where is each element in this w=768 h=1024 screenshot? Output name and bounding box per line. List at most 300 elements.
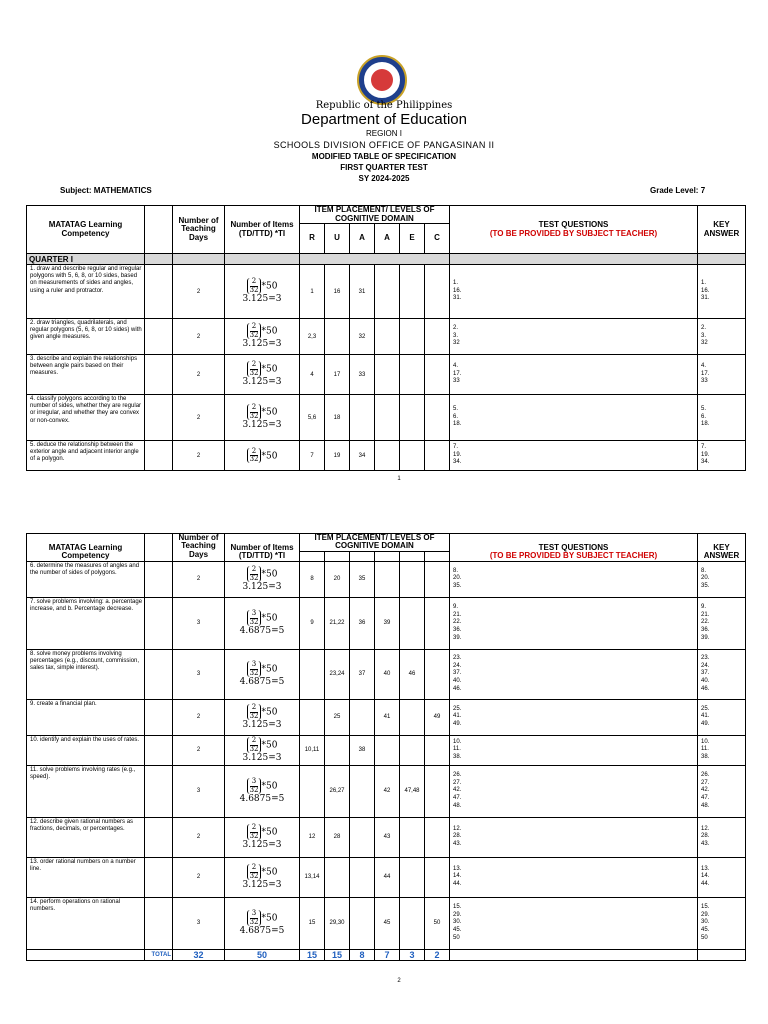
level-r-cell: 12 xyxy=(300,817,325,857)
test-item: 21. xyxy=(453,611,462,618)
key-item: 46. xyxy=(701,685,710,692)
test-questions-cell xyxy=(450,355,698,395)
spacer-cell xyxy=(145,765,173,817)
test-item: 39. xyxy=(453,634,462,641)
level-a2-cell: 42 xyxy=(375,765,400,817)
level-r-cell: 8 xyxy=(300,561,325,597)
formula-result: 3.125=3 xyxy=(242,752,282,763)
level-a1-cell xyxy=(350,395,375,441)
competency-cell: 11. solve problems involving rates (e.g., speed). xyxy=(27,765,145,817)
test-item: 41. xyxy=(453,713,462,720)
test-questions-cell xyxy=(450,395,698,441)
spacer-cell xyxy=(145,441,173,471)
level-a2-cell xyxy=(375,561,400,597)
key-item: 21. xyxy=(701,611,710,618)
test-item: 7. xyxy=(453,443,459,450)
key-item: 41. xyxy=(701,713,710,720)
formula-cell: $\frac{2}{32}$ *50 3.125=3 xyxy=(225,817,300,857)
fraction: $\frac{2}{32}$ xyxy=(247,824,262,840)
key-item: 10. xyxy=(701,738,710,745)
key-item: 39. xyxy=(701,634,710,641)
test-name: FIRST QUARTER TEST xyxy=(340,163,428,172)
header-num-items: Number of Items (TD/TTD) *TI xyxy=(225,534,300,562)
teaching-days-cell: 2 xyxy=(173,735,225,765)
region-line: REGION I xyxy=(365,129,402,138)
level-c-cell xyxy=(425,857,450,897)
level-a2-cell xyxy=(375,265,400,319)
test-questions-cell xyxy=(450,735,698,765)
level-r-cell: 10,11 xyxy=(300,735,325,765)
formula-cell: $\frac{3}{32}$ *50 4.6875=5 xyxy=(225,649,300,699)
key-answer-cell xyxy=(698,265,746,319)
test-item: 9. xyxy=(453,603,459,610)
key-item: 50 xyxy=(701,934,708,941)
spacer-cell xyxy=(145,265,173,319)
test-item: 26. xyxy=(453,771,462,778)
key-item: 25. xyxy=(701,705,710,712)
test-item: 8. xyxy=(453,567,459,574)
level-u-cell: 19 xyxy=(325,441,350,471)
table-row xyxy=(27,561,746,597)
key-item: 17. xyxy=(701,370,710,377)
header-level-u: U xyxy=(325,224,350,254)
test-item: 31. xyxy=(453,295,462,302)
header-key-answer: KEY ANSWER xyxy=(698,206,746,254)
header-level-a2: A xyxy=(375,224,400,254)
total-r: 15 xyxy=(300,949,325,960)
key-answer-cell xyxy=(698,395,746,441)
fraction: $\frac{2}{32}$ xyxy=(247,361,262,377)
department-title: Department of Education xyxy=(301,111,467,128)
header-competency: MATATAG Learning Competency xyxy=(27,206,145,254)
competency-cell: 14. perform operations on rational numbers. xyxy=(27,897,145,949)
key-item: 2. xyxy=(701,324,707,331)
formula-cell: $\frac{2}{32}$ *50 3.125=3 xyxy=(225,355,300,395)
level-u-cell: 25 xyxy=(325,699,350,735)
level-u-cell: 17 xyxy=(325,355,350,395)
competency-cell: 12. describe given rational numbers as fractions, decimals, or percentages. xyxy=(27,817,145,857)
level-r-cell: 1 xyxy=(300,265,325,319)
level-a2-cell: 44 xyxy=(375,857,400,897)
level-a2-cell xyxy=(375,441,400,471)
level-a1-cell: 35 xyxy=(350,561,375,597)
level-c-cell xyxy=(425,319,450,355)
level-e-cell xyxy=(400,355,425,395)
teaching-days-cell: 3 xyxy=(173,597,225,649)
level-u-cell: 29,30 xyxy=(325,897,350,949)
formula-cell: $\frac{2}{32}$ *50 3.125=3 xyxy=(225,561,300,597)
table-row xyxy=(27,817,746,857)
test-item: 46. xyxy=(453,685,462,692)
formula-result: 4.6875=5 xyxy=(239,625,285,636)
test-item: 35. xyxy=(453,583,462,590)
level-a1-cell: 33 xyxy=(350,355,375,395)
test-questions-cell xyxy=(450,857,698,897)
level-a1-cell xyxy=(350,765,375,817)
spacer-cell xyxy=(145,857,173,897)
formula-result: 4.6875=5 xyxy=(239,925,285,936)
table-row xyxy=(27,265,746,319)
level-e-cell xyxy=(400,817,425,857)
key-item: 12. xyxy=(701,825,710,832)
key-item: 30. xyxy=(701,919,710,926)
key-answer-cell xyxy=(698,561,746,597)
level-u-cell xyxy=(325,735,350,765)
table-row xyxy=(27,735,746,765)
level-a1-cell xyxy=(350,857,375,897)
test-item: 48. xyxy=(453,802,462,809)
teaching-days-cell: 3 xyxy=(173,649,225,699)
total-e: 3 xyxy=(400,949,425,960)
level-a2-cell xyxy=(375,735,400,765)
key-item: 37. xyxy=(701,670,710,677)
table-row xyxy=(27,355,746,395)
key-item: 29. xyxy=(701,911,710,918)
test-item: 30. xyxy=(453,919,462,926)
level-c-cell: 49 xyxy=(425,699,450,735)
level-c-cell xyxy=(425,395,450,441)
total-c: 2 xyxy=(425,949,450,960)
level-a2-cell xyxy=(375,395,400,441)
total-days: 32 xyxy=(173,949,225,960)
fraction: $\frac{2}{32}$ xyxy=(247,404,262,420)
key-item: 20. xyxy=(701,575,710,582)
header-teaching-days: Number of Teaching Days xyxy=(173,206,225,254)
level-r-cell: 4 xyxy=(300,355,325,395)
key-item: 33 xyxy=(701,378,708,385)
teaching-days-cell: 2 xyxy=(173,699,225,735)
key-answer-cell xyxy=(698,897,746,949)
test-item: 50 xyxy=(453,934,460,941)
test-questions-cell xyxy=(450,441,698,471)
fraction: $\frac{3}{32}$ xyxy=(247,910,262,926)
formula-result: 4.6875=5 xyxy=(239,676,285,687)
level-c-cell xyxy=(425,735,450,765)
level-r-cell: 7 xyxy=(300,441,325,471)
key-item: 8. xyxy=(701,567,707,574)
level-e-cell xyxy=(400,857,425,897)
competency-cell: 2. draw triangles, quadrilaterals, and regular polygons (5, 6, 8, or 10 sides) with given angle measures. xyxy=(27,319,145,355)
test-item: 19. xyxy=(453,451,462,458)
test-questions-label: TEST QUESTIONS xyxy=(538,220,609,230)
total-u: 15 xyxy=(325,949,350,960)
fraction: $\frac{2}{32}$ xyxy=(247,864,262,880)
table-row xyxy=(27,857,746,897)
test-questions-cell xyxy=(450,265,698,319)
key-item: 1. xyxy=(701,279,707,286)
spacer-cell xyxy=(145,395,173,441)
key-item: 7. xyxy=(701,443,707,450)
test-item: 15. xyxy=(453,903,462,910)
test-item: 32 xyxy=(453,340,460,347)
level-u-cell xyxy=(325,319,350,355)
total-key-empty xyxy=(698,949,746,960)
level-e-cell xyxy=(400,699,425,735)
test-item: 13. xyxy=(453,865,462,872)
test-item: 34. xyxy=(453,459,462,466)
teaching-days-cell: 2 xyxy=(173,857,225,897)
teaching-days-cell: 2 xyxy=(173,817,225,857)
teaching-days-cell: 2 xyxy=(173,319,225,355)
test-questions-label: TEST QUESTIONS xyxy=(538,543,609,552)
level-a1-cell: 38 xyxy=(350,735,375,765)
competency-cell: 1. draw and describe regular and irregular polygons with 5, 6, 8, or 10 sides, based on measurements of sides and angles, using a ruler and protractor. xyxy=(27,265,145,319)
key-item: 19. xyxy=(701,451,710,458)
republic-line: Republic of the Philippines xyxy=(315,100,453,111)
header-item-placement: ITEM PLACEMENT/ LEVELS OF COGNITIVE DOMAIN xyxy=(300,534,450,552)
level-a2-cell: 41 xyxy=(375,699,400,735)
key-item: 42. xyxy=(701,787,710,794)
formula-result: 3.125=3 xyxy=(242,839,282,850)
total-a2: 7 xyxy=(375,949,400,960)
level-r-cell: 9 xyxy=(300,597,325,649)
test-item: 47. xyxy=(453,795,462,802)
spacer-cell xyxy=(145,319,173,355)
test-questions-cell xyxy=(450,561,698,597)
page-number: 2 xyxy=(397,978,401,984)
specification-table-page2 xyxy=(26,533,746,961)
test-item: 11. xyxy=(453,746,461,753)
level-a2-cell: 45 xyxy=(375,897,400,949)
key-item: 47. xyxy=(701,795,710,802)
level-c-cell xyxy=(425,597,450,649)
fraction: $\frac{2}{32}$ xyxy=(247,448,262,464)
specification-table-page1 xyxy=(26,205,746,471)
key-item: 48. xyxy=(701,802,710,809)
test-item: 6. xyxy=(453,413,459,420)
teaching-days-cell: 2 xyxy=(173,441,225,471)
total-label: TOTAL xyxy=(145,949,173,960)
spacer-cell xyxy=(145,561,173,597)
test-questions-cell xyxy=(450,897,698,949)
test-item: 44. xyxy=(453,881,462,888)
key-answer-cell xyxy=(698,319,746,355)
competency-cell: 13. order rational numbers on a number line. xyxy=(27,857,145,897)
key-item: 31. xyxy=(701,295,710,302)
spacer-cell xyxy=(145,817,173,857)
test-item: 2. xyxy=(453,324,459,331)
level-a2-cell: 43 xyxy=(375,817,400,857)
formula-cell: $\frac{3}{32}$ *50 4.6875=5 xyxy=(225,765,300,817)
fraction: $\frac{2}{32}$ xyxy=(247,737,262,753)
key-item: 32 xyxy=(701,340,708,347)
test-item: 22. xyxy=(453,619,462,626)
level-u-cell: 16 xyxy=(325,265,350,319)
total-test-empty xyxy=(450,949,698,960)
level-a2-cell xyxy=(375,355,400,395)
total-items: 50 xyxy=(225,949,300,960)
formula-cell: $\frac{2}{32}$ *50 3.125=3 xyxy=(225,319,300,355)
division-line: SCHOOLS DIVISION OFFICE OF PANGASINAN II xyxy=(273,140,495,150)
competency-cell: 4. classify polygons according to the number of sides, whether they are regular or irregular, and whether they are convex or non-convex. xyxy=(27,395,145,441)
test-item: 14. xyxy=(453,873,462,880)
level-r-cell xyxy=(300,699,325,735)
test-item: 45. xyxy=(453,927,462,934)
key-item: 3. xyxy=(701,332,707,339)
key-item: 45. xyxy=(701,927,710,934)
formula-result: 3.125=3 xyxy=(242,879,282,890)
formula-result: 3.125=3 xyxy=(242,581,282,592)
test-item: 5. xyxy=(453,405,459,412)
level-u-cell: 18 xyxy=(325,395,350,441)
competency-cell: 6. determine the measures of angles and the number of sides of polygons. xyxy=(27,561,145,597)
key-answer-cell xyxy=(698,735,746,765)
key-item: 18. xyxy=(701,421,710,428)
test-item: 1. xyxy=(453,279,459,286)
table-row xyxy=(27,699,746,735)
level-r-cell: 15 xyxy=(300,897,325,949)
level-c-cell xyxy=(425,441,450,471)
document-title: MODIFIED TABLE OF SPECIFICATION xyxy=(311,152,457,161)
teaching-days-cell: 3 xyxy=(173,765,225,817)
formula-cell: $\frac{3}{32}$ *50 4.6875=5 xyxy=(225,597,300,649)
school-year: SY 2024-2025 xyxy=(358,174,410,183)
header-key-answer: KEY ANSWER xyxy=(698,534,746,562)
header-level-e: E xyxy=(400,224,425,254)
test-item: 29. xyxy=(453,911,462,918)
page-number: 1 xyxy=(397,476,401,482)
level-a1-cell xyxy=(350,817,375,857)
key-item: 13. xyxy=(701,865,710,872)
test-item: 23. xyxy=(453,654,462,661)
competency-cell: 10. identify and explain the uses of rates. xyxy=(27,735,145,765)
competency-cell: 3. describe and explain the relationships between angle pairs based on their measures. xyxy=(27,355,145,395)
level-r-cell: 5,6 xyxy=(300,395,325,441)
competency-cell: 7. solve problems involving: a. percentage increase, and b. Percentage decrease. xyxy=(27,597,145,649)
formula-result: 3.125=3 xyxy=(242,719,282,730)
level-a1-cell: 34 xyxy=(350,441,375,471)
deped-seal-logo xyxy=(357,55,407,105)
header-level-a1: A xyxy=(350,224,375,254)
key-answer-cell xyxy=(698,597,746,649)
formula-cell: $\frac{2}{32}$ *50 3.125=3 xyxy=(225,857,300,897)
level-a1-cell: 36 xyxy=(350,597,375,649)
level-e-cell xyxy=(400,395,425,441)
test-item: 42. xyxy=(453,787,462,794)
formula-result: 3.125=3 xyxy=(242,420,282,431)
level-e-cell xyxy=(400,561,425,597)
subject-label: Subject: MATHEMATICS xyxy=(60,186,152,195)
test-questions-cell xyxy=(450,699,698,735)
header-num-items: Number of Items (TD/TTD) *TI xyxy=(225,206,300,254)
formula-cell: $\frac{2}{32}$ *50 3.125=3 xyxy=(225,735,300,765)
key-item: 49. xyxy=(701,721,710,728)
key-answer-cell xyxy=(698,857,746,897)
fraction: $\frac{3}{32}$ xyxy=(247,778,262,794)
key-item: 9. xyxy=(701,603,707,610)
level-a2-cell: 40 xyxy=(375,649,400,699)
level-e-cell xyxy=(400,265,425,319)
competency-cell: 9. create a financial plan. xyxy=(27,699,145,735)
level-a1-cell: 37 xyxy=(350,649,375,699)
level-c-cell xyxy=(425,265,450,319)
test-questions-note: (TO BE PROVIDED BY SUBJECT TEACHER) xyxy=(489,228,658,238)
key-item: 34. xyxy=(701,459,710,466)
header-spacer xyxy=(145,206,173,254)
key-item: 14. xyxy=(701,873,710,880)
test-questions-cell xyxy=(450,765,698,817)
test-item: 25. xyxy=(453,705,462,712)
test-item: 40. xyxy=(453,678,462,685)
total-spacer xyxy=(27,949,145,960)
level-c-cell xyxy=(425,765,450,817)
fraction: $\frac{3}{32}$ xyxy=(247,610,262,626)
header-level-c: C xyxy=(425,224,450,254)
key-item: 27. xyxy=(701,779,710,786)
key-item: 35. xyxy=(701,583,710,590)
test-item: 16. xyxy=(453,287,462,294)
table-row xyxy=(27,597,746,649)
key-answer-cell xyxy=(698,649,746,699)
key-item: 28. xyxy=(701,833,710,840)
key-answer-cell xyxy=(698,355,746,395)
spacer-cell xyxy=(145,355,173,395)
level-a1-cell: 31 xyxy=(350,265,375,319)
key-item: 6. xyxy=(701,413,707,420)
fraction: $\frac{2}{32}$ xyxy=(247,323,262,339)
spacer-cell xyxy=(145,597,173,649)
fraction: $\frac{2}{32}$ xyxy=(247,566,262,582)
formula-result: 3.125=3 xyxy=(242,339,282,350)
test-questions-cell xyxy=(450,817,698,857)
fraction: $\frac{2}{32}$ xyxy=(247,278,262,294)
level-e-cell xyxy=(400,597,425,649)
competency-cell: 5. deduce the relationship between the exterior angle and adjacent interior angle of a polygon. xyxy=(27,441,145,471)
level-e-cell xyxy=(400,319,425,355)
level-c-cell xyxy=(425,649,450,699)
level-c-cell xyxy=(425,817,450,857)
formula-cell: $\frac{3}{32}$ *50 4.6875=5 xyxy=(225,897,300,949)
test-item: 18. xyxy=(453,421,462,428)
key-item: 16. xyxy=(701,287,710,294)
key-item: 38. xyxy=(701,754,710,761)
test-item: 24. xyxy=(453,662,462,669)
formula-cell: $\frac{2}{32}$ *50 3.125=3 xyxy=(225,265,300,319)
test-item: 4. xyxy=(453,362,459,369)
level-c-cell xyxy=(425,561,450,597)
level-e-cell xyxy=(400,441,425,471)
spacer-cell xyxy=(145,897,173,949)
table-row xyxy=(27,319,746,355)
formula-cell: $\frac{2}{32}$ *50 3.125=3 xyxy=(225,395,300,441)
key-item: 40. xyxy=(701,678,710,685)
fraction: $\frac{3}{32}$ xyxy=(247,661,262,677)
key-item: 26. xyxy=(701,771,710,778)
teaching-days-cell: 3 xyxy=(173,897,225,949)
test-item: 36. xyxy=(453,627,462,634)
key-item: 44. xyxy=(701,881,710,888)
level-r-cell: 13,14 xyxy=(300,857,325,897)
level-u-cell xyxy=(325,857,350,897)
test-item: 49. xyxy=(453,721,462,728)
key-answer-cell xyxy=(698,441,746,471)
level-u-cell: 21,22 xyxy=(325,597,350,649)
level-u-cell: 23,24 xyxy=(325,649,350,699)
level-u-cell: 26,27 xyxy=(325,765,350,817)
level-a2-cell: 39 xyxy=(375,597,400,649)
header-test-questions xyxy=(450,206,698,254)
test-item: 27. xyxy=(453,779,462,786)
level-a1-cell xyxy=(350,699,375,735)
teaching-days-cell: 2 xyxy=(173,395,225,441)
level-r-cell xyxy=(300,649,325,699)
formula-cell: $\frac{2}{32}$ *50 xyxy=(225,441,300,471)
test-questions-cell xyxy=(450,649,698,699)
key-item: 15. xyxy=(701,903,710,910)
header-competency: MATATAG Learning Competency xyxy=(27,534,145,562)
teaching-days-cell: 2 xyxy=(173,355,225,395)
key-item: 4. xyxy=(701,362,707,369)
